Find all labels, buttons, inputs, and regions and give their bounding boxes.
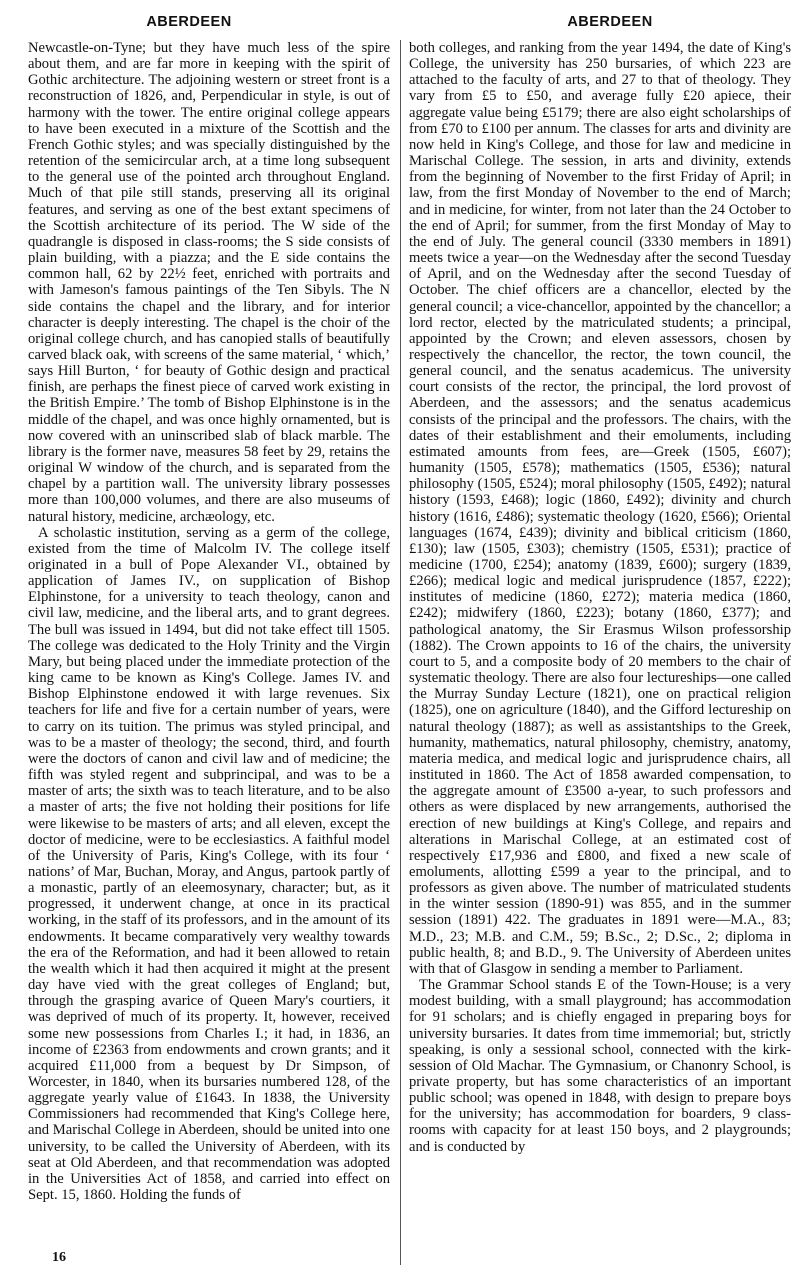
column-divider (400, 40, 401, 1265)
paragraph: A scholastic institution, serving as a germ of the college, existed from the time of Malcolm IV. The college itself originated in a bull of Pope Alexander VI., obtained by application of James IV., on supplication of Bishop Elphinstone, for a university to teach theology, canon and civil law, medicine, and the liberal arts, and to grant degrees. The bull was issued in 1494, but did not take effect till 1505. The college was dedicated to the Holy Trinity and the Virgin Mary, but being placed under the immediate protection of the king came to be known as King's College. James IV. and Bishop Elphinstone endowed it with large revenues. Six teachers for life and five for a certain number of years, were to carry on its tuition. The primus was styled principal, and was to be a master of theology; the second, third, and fourth were the doctors of canon and civil law and of medicine; the fifth was styled regent and subprincipal, and was to be a master of arts; the sixth was to teach literature, and to be also a master of arts; the five not holding their positions for life were likewise to be masters of arts; and all eleven, except the doctor of medicine, were to be ecclesiastics. A faithful model of the University of Paris, King's College, with its four ‘ nations’ of Mar, Buchan, Moray, and Angus, partook partly of a monastic, partly of an eleemosynary, character; but, as it progressed, it underwent change, at once in its practical working, in the staff of its professors, and in the amount of its endowments. It became comparatively very wealthy towards the era of the Reformation, and had it been allowed to retain the wealth which it had then acquired it might at the present day have vied with the great colleges of England; but, through the grasping avarice of Queen Mary's courtiers, it was deprived of much of its property. It, however, received some new possessions from Charles I.; it had, in 1836, an income of £2363 from endowments and crown grants; and it acquired £11,000 from a bequest by Dr Simpson, of Worcester, in 1840, when its bursaries numbered 128, of the aggregate yearly value of £1643. In 1838, the University Commissioners had recommended that King's College here, and Marischal College in Aberdeen, should be united into one university, to be called the University of Aberdeen, with its seat at Old Aberdeen, and that recommendation was adopted in the Universities Act of 1858, and carried into effect on Sept. 15, 1860. Holding the funds of (28, 524, 390, 1204)
right-column (409, 12, 791, 1155)
paragraph: The Grammar School stands E of the Town-House; is a very modest building, with a small playground; has accommodation for 91 scholars; and is chiefly engaged in preparing boys for university bursaries. It dates from time immemorial; but, strictly speaking, is only a sessional school, connected with the kirk-session of Old Machar. The Gymnasium, or Chanonry School, is private property, but has some characteristics of an important public school; was opened in 1848, with design to prepare boys for the university; has accommodation for boarders, 9 class-rooms with capacity for at least 150 boys, and 2 playgrounds; and is conducted by (409, 977, 791, 1155)
running-header-left: ABERDEEN (146, 14, 232, 30)
paragraph: Newcastle-on-Tyne; but they have much less of the spire about them, and are far more in keeping with the spirit of Gothic architecture. The adjoining western or street front is a reconstruction of 1826, and, Perpendicular in style, is out of harmony with the tower. The entire original college appears to have been executed in a mixture of the Scottish and the French Gothic styles; and was specially distinguished by the retention of the semicircular arch, at a time long subsequent to the general use of the pointed arch throughout England. Much of that pile still stands, preserving all its original features, and serving as one of the best extant specimens of the Scottish architecture of its period. The W side of the quadrangle is disposed in class-rooms; the S side consists of plain building, with a piazza; and the E side contains the common hall, 62 by 22½ feet, enriched with portraits and with Jameson's famous paintings of the Ten Sibyls. The N side contains the chapel and the library, and for interior character is deeply interesting. The chapel is the choir of the original college church, and has canopied stalls of beautifully carved black oak, with screens of the same material, ‘ which,’ says Hill Burton, ‘ for beauty of Gothic design and practical finish, are perhaps the finest piece of carved work existing in the British Empire.’ The tomb of Bishop Elphinstone is in the middle of the chapel, and was once highly ornamented, but is now covered with an uninscribed slab of black marble. The library is the former nave, measures 58 feet by 29, retains the original W window of the church, and is separated from the chapel by a partition wall. The university library possesses more than 100,000 volumes, and there are also museums of natural history, medicine, archæology, etc. (28, 40, 390, 525)
right-column-text (409, 40, 791, 1155)
left-column (28, 12, 390, 1203)
left-column-text (28, 40, 390, 1203)
running-header-right: ABERDEEN (567, 14, 653, 30)
paragraph: both colleges, and ranking from the year 1494, the date of King's College, the university has 250 bursaries, of which 223 are attached to the faculty of arts, and 27 to that of theology. They vary from £5 to £50, and average fully £20 apiece, their aggregate value being £5179; there are also eight scholarships of from £70 to £100 per annum. The classes for arts and divinity are now held in King's College, and those for law and medicine in Marischal College. The session, in arts and divinity, extends from the beginning of November to the first Friday of April; in law, from the first Monday of November to the end of March; and in medicine, for winter, from not later than the 24 October to the end of April; for summer, from the first Monday of May to the end of July. The general council (3330 members in 1891) meets twice a year—on the Wednesday after the second Tuesday of April, and on the Wednesday after the second Tuesday of October. The chief officers are a chancellor, elected by the general council; a vice-chancellor, appointed by the chancellor; a lord rector, elected by the matriculated students; a principal, appointed by the Crown; and eleven assessors, chosen by respectively the chancellor, the rector, the town council, the general council, and the senatus academicus. The university court consists of the rector, the principal, the lord provost of Aberdeen, and the assessors; and the senatus academicus consists of the principal and the professors. The chairs, with the dates of their establishment and their emoluments, including estimated amounts from fees, are—Greek (1505, £607); humanity (1505, £578); mathematics (1505, £536); natural philosophy (1505, £524); moral philosophy (1505, £492); natural history (1593, £468); logic (1860, £492); divinity and church history (1616, £486); systematic theology (1620, £566); Oriental languages (1674, £439); divinity and biblical criticism (1860, £130); law (1505, £303); chemistry (1505, £531); practice of medicine (1700, £254); anatomy (1839, £600); surgery (1839, £266); medical logic and medical jurisprudence (1857, £222); institutes of medicine (1860, £272); materia medica (1860, £242); midwifery (1860, £223); botany (1860, £377); and pathological anatomy, the Sir Erasmus Wilson professorship (1882). The Crown appoints to 16 of the chairs, the university court to 5, and a composite body of 20 members to the chair of systematic theology. There are also four lectureships—one called the Murray Sunday Lecture (1821), one on practical religion (1825), one on agriculture (1840), and the Gifford lectureship on natural theology (1887); as well as assistantships to the Greek, humanity, mathematics, natural philosophy, chemistry, anatomy, materia medica, and medical logic and jurisprudence chairs, all instituted in 1860. The Act of 1858 awarded compensation, to the aggregate amount of £3500 a-year, to such professors and others as were displaced by new arrangements, authorised the erection of new buildings at King's College, and repairs and alterations in Marischal College, at an estimated cost of respectively £17,936 and £800, and fixed a new scale of emoluments, allotting £599 a year to the principal, and to professors as given above. The number of matriculated students in the winter session (1890-91) was 855, and in the summer session (1891) 422. The graduates in 1891 were—M.A., 83; M.D., 23; M.B. and C.M., 59; B.Sc., 2; D.Sc., 2; diploma in public health, 8; and B.D., 9. The University of Aberdeen unites with that of Glasgow in sending a member to Parliament. (409, 40, 791, 977)
page-number: 16 (52, 1250, 66, 1265)
